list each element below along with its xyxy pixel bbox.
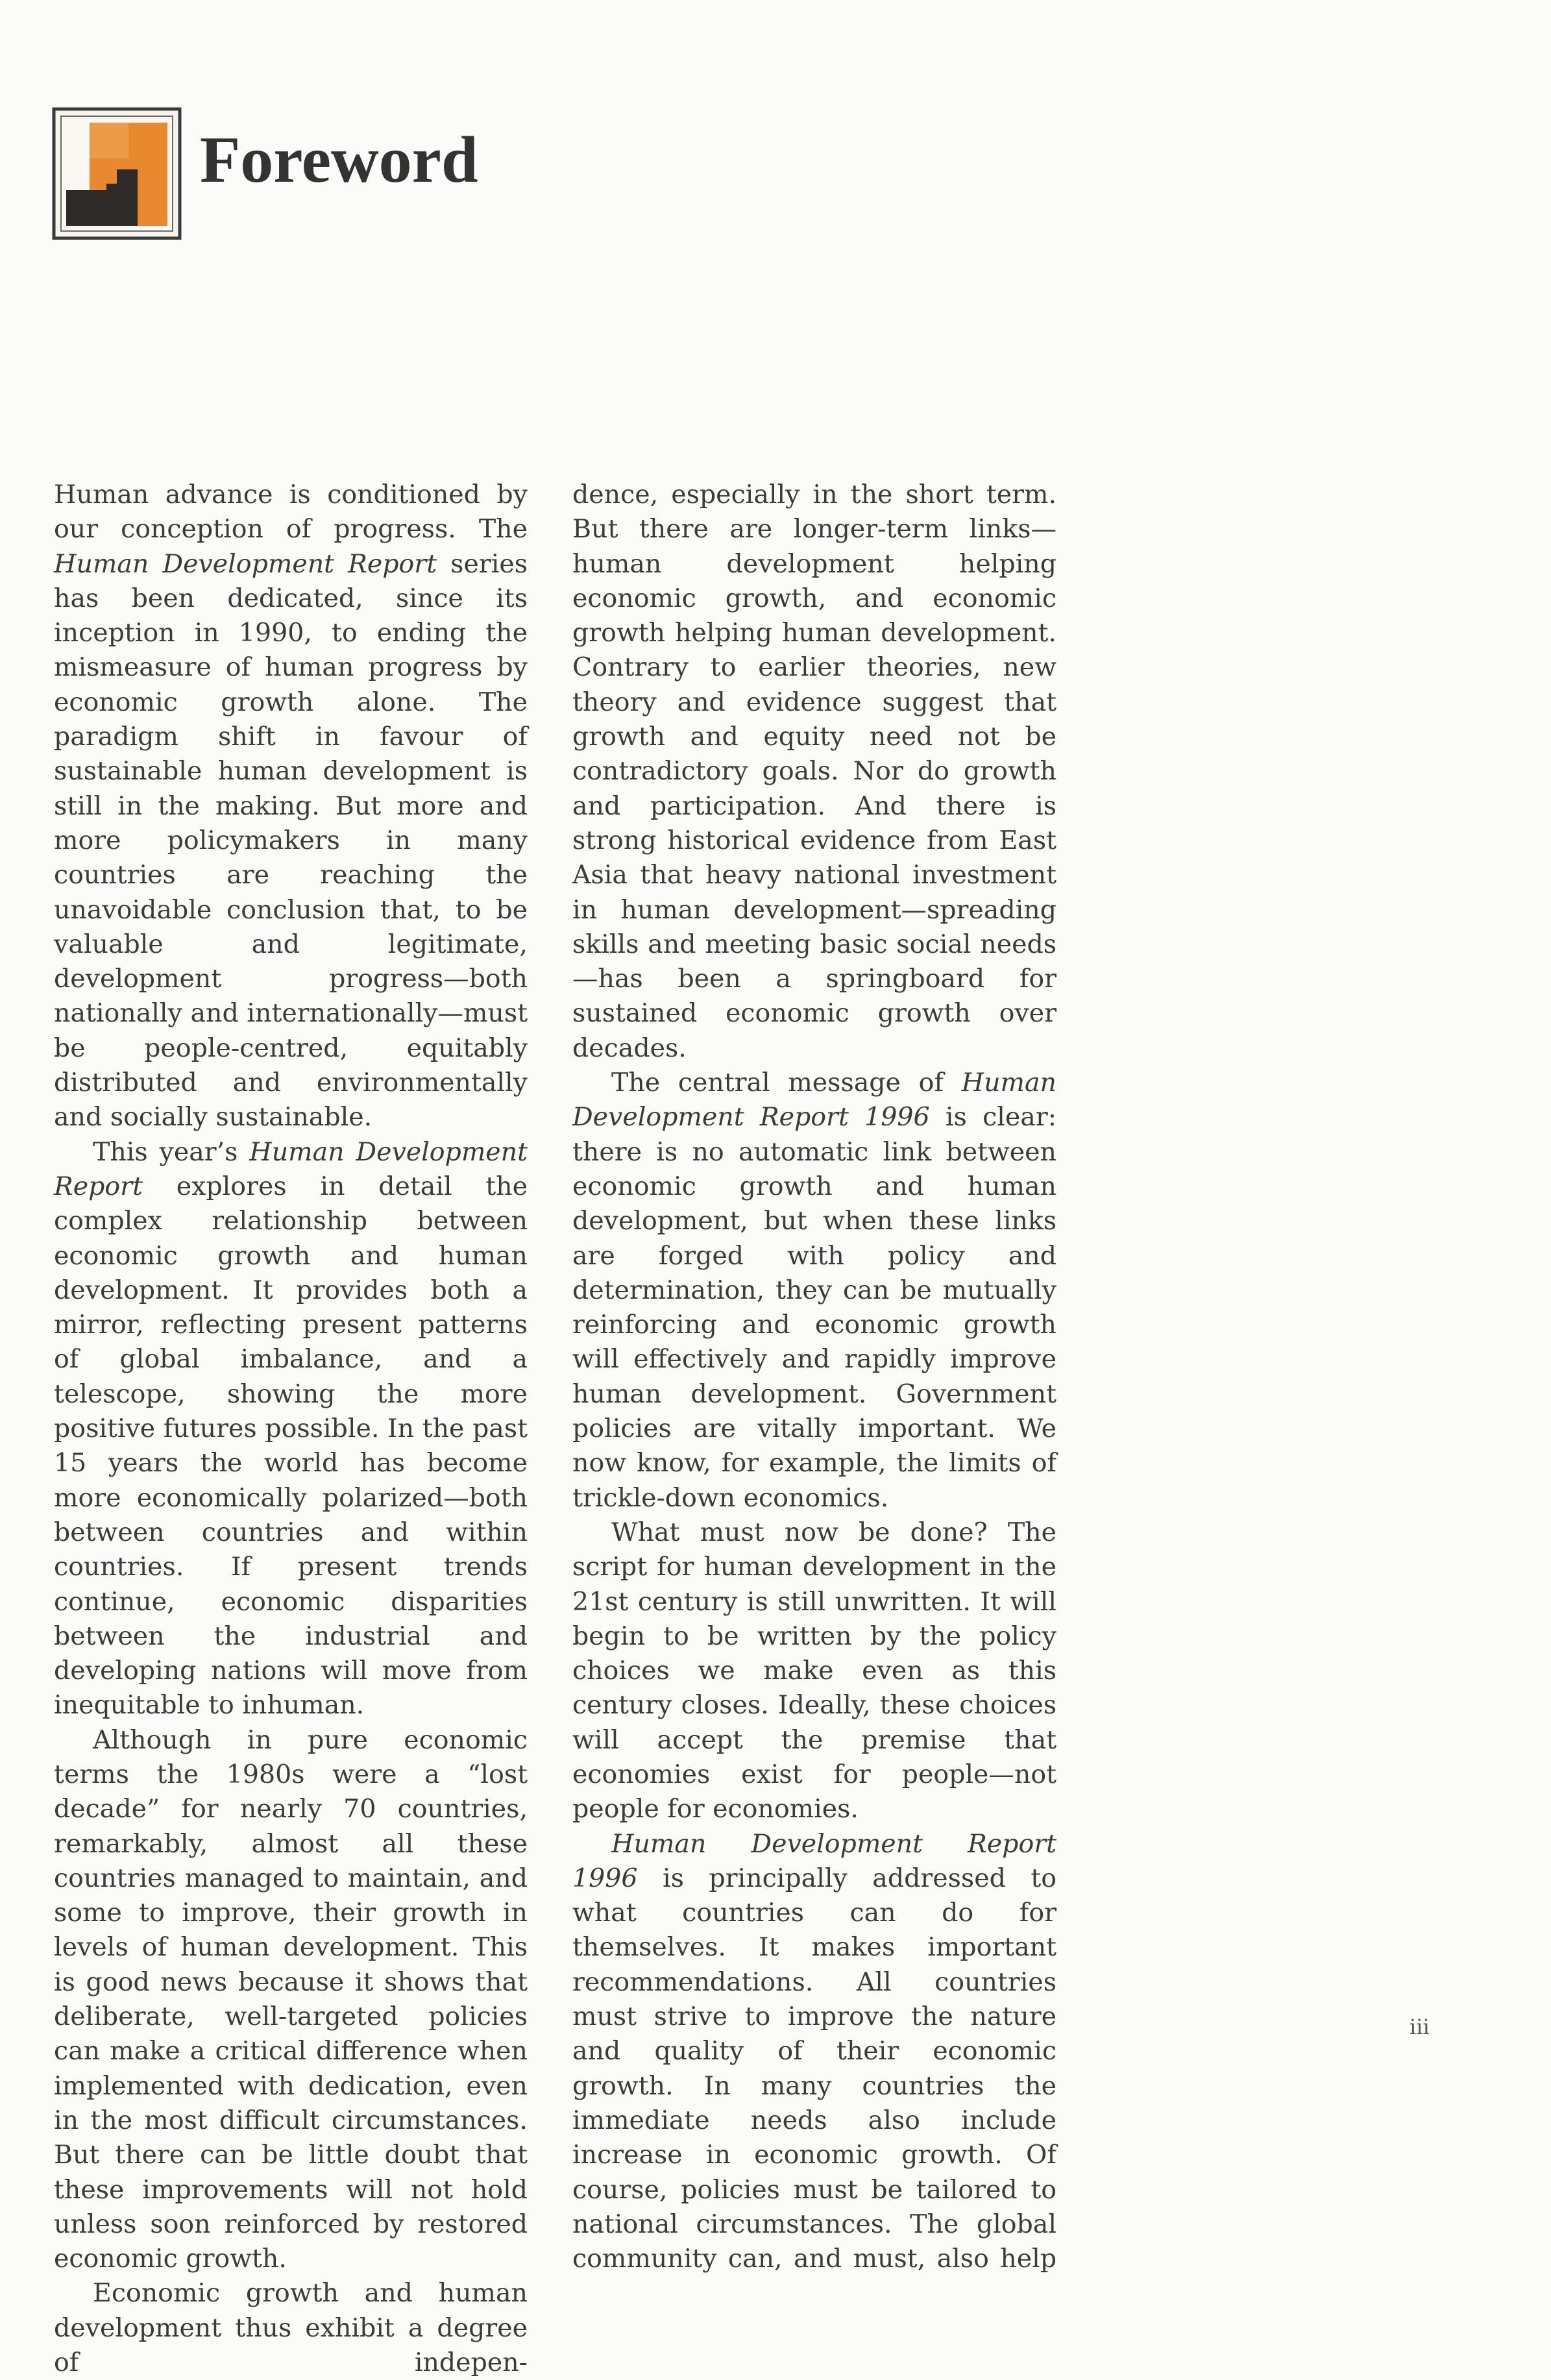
paragraph: dence, especially in the short term. But there are longer-term links—human development helping economic growth, and economic growth helping human development. Contrary to earlier theories, new theory and evidence suggest that growth and equity need not be contradictory goals. Nor do growth and participation. And there is strong historical evidence from East Asia that heavy national investment in human development—spreading skills and meeting basic social needs—has been a springboard for sustained economic growth over decades. <box>572 480 1056 1063</box>
paragraph: This year’s Human Development Report explores in detail the complex relationship between economic growth and human development. It provides both a mirror, reflecting present patterns of global imbalance, and a telescope, showing the more positive futures possible. In the past 15 years the world has become more economically polarized—both between countries and within countries. If present trends continue, economic disparities between the industrial and developing nations will move from inequitable to inhuman. <box>54 1136 528 1721</box>
paragraph: What must now be done? The script for human development in the 21st century is still unwritten. It will begin to be written by the policy choices we make even as this century closes. Ideally, these choices will accept the premise that economies exist for people—not people for economies. <box>572 1517 1056 1824</box>
paragraph: Human advance is conditioned by our conception of progress. The Human Development Report series has been dedicated, since its inception in 1990, to ending the mismeasure of human progress by economic growth alone. The paradigm shift in favour of sustainable human development is still in the making. But more and more policymakers in many countries are reaching the unavoidable conclusion that, to be valuable and legitimate, development progress—both nationally and internationally—must be people-centred, equitably distributed and environmentally and socially sustainable. <box>54 480 528 1133</box>
paragraph: Although in pure economic terms the 1980s were a “lost decade” for nearly 70 countries, remarkably, almost all these countries managed to maintain, and some to improve, their growth in levels of human development. This is good news because it shows that deliberate, well-targeted policies can make a critical difference when implemented with dedication, even in the most difficult circumstances. But there can be little doubt that these improvements will not hold unless soon reinforced by restored economic growth. <box>54 1724 528 2274</box>
right-text-column <box>572 478 1056 2276</box>
foreword-logo-icon <box>52 107 182 240</box>
page-title: Foreword <box>200 123 478 197</box>
paragraph: Human Development Report 1996 is principally addressed to what countries can do for themselves. It makes important recommendations. All countries must strive to improve the nature and quality of their economic growth. In many countries the immediate needs also include increase in economic growth. Of course, policies must be tailored to national circumstances. The global community can, and must, also help <box>572 1828 1056 2274</box>
paragraph: The central message of Human Development Report 1996 is clear: there is no automatic link between economic growth and human development, but when these links are forged with policy and determination, they can be mutually reinforcing and economic growth will effectively and rapidly improve human development. Government policies are vitally important. We now know, for example, the limits of trickle-down economics. <box>572 1068 1057 1513</box>
page-number: iii <box>1410 2015 1430 2039</box>
paragraph: Economic growth and human development thus exhibit a degree of indepen- <box>54 2278 528 2378</box>
left-text-column <box>54 478 528 2380</box>
